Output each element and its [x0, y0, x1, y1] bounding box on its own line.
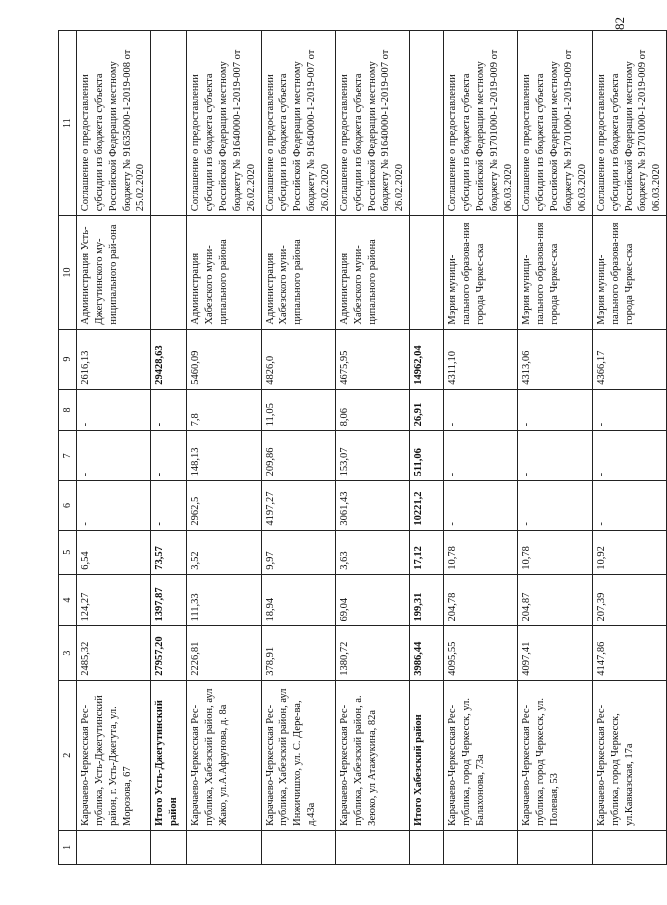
sum-cell: 4313,06: [518, 329, 592, 389]
address-cell: Итого Хабезский район: [410, 680, 444, 830]
agreement-cell: [151, 31, 187, 216]
recipient-cell: Администрация Хабезского муни-ципального района: [261, 216, 335, 329]
index-cell: [187, 830, 261, 864]
value-cell: 6,54: [77, 530, 151, 574]
value-cell: 4197,27: [261, 481, 335, 530]
value-cell: -: [77, 481, 151, 530]
value-cell: 1380,72: [335, 626, 409, 680]
value-cell: 8,06: [335, 389, 409, 431]
recipient-cell: Администрация Усть-Джегутинского му-ниципального рай-она: [77, 216, 151, 329]
value-cell: -: [77, 431, 151, 481]
sum-cell: 14962,04: [410, 329, 444, 389]
value-cell: 3061,43: [335, 481, 409, 530]
sum-cell: 4366,17: [592, 329, 666, 389]
header-cell: 1: [59, 830, 77, 864]
value-cell: 2485,32: [77, 626, 151, 680]
agreement-cell: Соглашение о предоставлении субсидии из бюджета субъекта Российской Федерации местному бюджету № 91640000-1-2019-007 от 26.02.2020: [261, 31, 335, 216]
page-number: 82: [612, 17, 627, 30]
recipient-cell: Мэрия муници-пального образова-ния города Черкес-ска: [444, 216, 518, 329]
subsidy-table: [58, 30, 667, 865]
value-cell: -: [518, 389, 592, 431]
header-cell: 6: [59, 481, 77, 530]
header-cell: 7: [59, 431, 77, 481]
value-cell: -: [444, 431, 518, 481]
value-cell: 9,97: [261, 530, 335, 574]
value-cell: 7,8: [187, 389, 261, 431]
header-cell: 10: [59, 216, 77, 329]
recipient-cell: Администрация Хабезского муни-ципального района: [187, 216, 261, 329]
value-cell: 378,91: [261, 626, 335, 680]
recipient-cell: Мэрия муници-пального образова-ния города Черкес-ска: [592, 216, 666, 329]
table-row: [592, 31, 666, 865]
value-cell: 3,63: [335, 530, 409, 574]
value-cell: 3,52: [187, 530, 261, 574]
value-cell: 209,86: [261, 431, 335, 481]
table-row: [261, 31, 335, 865]
value-cell: -: [77, 389, 151, 431]
value-cell: 10,78: [518, 530, 592, 574]
index-cell: [261, 830, 335, 864]
sum-cell: 2616,13: [77, 329, 151, 389]
recipient-cell: [410, 216, 444, 329]
sum-cell: 4675,95: [335, 329, 409, 389]
header-row: [59, 31, 77, 865]
value-cell: 17,12: [410, 530, 444, 574]
table-row: [518, 31, 592, 865]
table-row: [77, 31, 151, 865]
rotated-table-sheet: [58, 30, 663, 865]
agreement-cell: [410, 31, 444, 216]
table-row: [335, 31, 409, 865]
value-cell: 199,31: [410, 574, 444, 626]
table-row: [187, 31, 261, 865]
value-cell: 511,06: [410, 431, 444, 481]
total-row: [151, 31, 187, 865]
value-cell: 26,91: [410, 389, 444, 431]
header-cell: 4: [59, 574, 77, 626]
header-cell: 5: [59, 530, 77, 574]
header-cell: 9: [59, 329, 77, 389]
value-cell: 73,57: [151, 530, 187, 574]
total-row: [410, 31, 444, 865]
value-cell: -: [151, 389, 187, 431]
value-cell: 2962,5: [187, 481, 261, 530]
value-cell: 10,92: [592, 530, 666, 574]
value-cell: -: [518, 481, 592, 530]
agreement-cell: Соглашение о предоставлении субсидии из бюджета субъекта Российской Федерации местному бюджету № 91701000-1-2019-009 от 06.03.2020: [444, 31, 518, 216]
sum-cell: 4311,10: [444, 329, 518, 389]
value-cell: 3986,44: [410, 626, 444, 680]
header-cell: 8: [59, 389, 77, 431]
sum-cell: 5460,09: [187, 329, 261, 389]
value-cell: -: [444, 481, 518, 530]
value-cell: 1397,87: [151, 574, 187, 626]
index-cell: [592, 830, 666, 864]
header-cell: 3: [59, 626, 77, 680]
header-cell: 2: [59, 680, 77, 830]
index-cell: [335, 830, 409, 864]
address-cell: Карачаево-Черкесская Рес-публика, Хабезский район, а. Зеюко, ул Атажукина, 82а: [335, 680, 409, 830]
value-cell: 18,94: [261, 574, 335, 626]
agreement-cell: Соглашение о предоставлении субсидии из бюджета субъекта Российской Федерации местному бюджету № 91635000-1-2019-008 от 25.02.2020: [77, 31, 151, 216]
recipient-cell: Администрация Хабезского муни-ципального района: [335, 216, 409, 329]
agreement-cell: Соглашение о предоставлении субсидии из бюджета субъекта Российской Федерации местному бюджету № 91640000-1-2019-007 от 26.02.2020: [335, 31, 409, 216]
address-cell: Карачаево-Черкесская Рес-публика, город Черкесск, ул.Кавказская, 17а: [592, 680, 666, 830]
index-cell: [410, 830, 444, 864]
value-cell: 204,87: [518, 574, 592, 626]
recipient-cell: [151, 216, 187, 329]
address-cell: Карачаево-Черкесская Рес-публика, город Черкесск, ул. Балахонова, 73а: [444, 680, 518, 830]
value-cell: -: [151, 431, 187, 481]
value-cell: 11,05: [261, 389, 335, 431]
address-cell: Карачаево-Черкесская Рес-публика, Усть-Джегутинский район, г. Усть-Джегута, ул. Морозова, 67: [77, 680, 151, 830]
sum-cell: 4826,0: [261, 329, 335, 389]
table-row: [444, 31, 518, 865]
address-cell: Карачаево-Черкесская Рес-публика, Хабезский район, аул Инжичишхо, ул. С. Дере-ва, д.43а: [261, 680, 335, 830]
value-cell: 2226,81: [187, 626, 261, 680]
value-cell: 204,78: [444, 574, 518, 626]
value-cell: 4097,41: [518, 626, 592, 680]
index-cell: [518, 830, 592, 864]
address-cell: Карачаево-Черкесская Рес-публика, Хабезский район, аул Жако, ул.А.Афаунова, д. 8а: [187, 680, 261, 830]
table-body: [59, 31, 667, 865]
value-cell: 27957,20: [151, 626, 187, 680]
sum-cell: 29428,63: [151, 329, 187, 389]
value-cell: -: [518, 431, 592, 481]
address-cell: Карачаево-Черкесская Рес-публика, город Черкесск, ул. Полевая, 53: [518, 680, 592, 830]
value-cell: 4095,55: [444, 626, 518, 680]
value-cell: 207,39: [592, 574, 666, 626]
value-cell: 69,04: [335, 574, 409, 626]
value-cell: -: [444, 389, 518, 431]
value-cell: -: [592, 431, 666, 481]
value-cell: 10,78: [444, 530, 518, 574]
header-cell: 11: [59, 31, 77, 216]
value-cell: 124,27: [77, 574, 151, 626]
agreement-cell: Соглашение о предоставлении субсидии из бюджета субъекта Российской Федерации местному бюджету № 91701000-1-2019-009 от 06.03.2020: [592, 31, 666, 216]
address-cell: Итого Усть-Джегутинский район: [151, 680, 187, 830]
value-cell: -: [592, 481, 666, 530]
agreement-cell: Соглашение о предоставлении субсидии из бюджета субъекта Российской Федерации местному бюджету № 91701000-1-2019-009 от 06.03.2020: [518, 31, 592, 216]
value-cell: 4147,86: [592, 626, 666, 680]
index-cell: [151, 830, 187, 864]
recipient-cell: Мэрия муници-пального образова-ния города Черкес-ска: [518, 216, 592, 329]
value-cell: 148,13: [187, 431, 261, 481]
value-cell: 10221,2: [410, 481, 444, 530]
value-cell: 111,33: [187, 574, 261, 626]
index-cell: [444, 830, 518, 864]
value-cell: -: [592, 389, 666, 431]
index-cell: [77, 830, 151, 864]
value-cell: -: [151, 481, 187, 530]
value-cell: 153,07: [335, 431, 409, 481]
agreement-cell: Соглашение о предоставлении субсидии из бюджета субъекта Российской Федерации местному бюджету № 91640000-1-2019-007 от 26.02.2020: [187, 31, 261, 216]
